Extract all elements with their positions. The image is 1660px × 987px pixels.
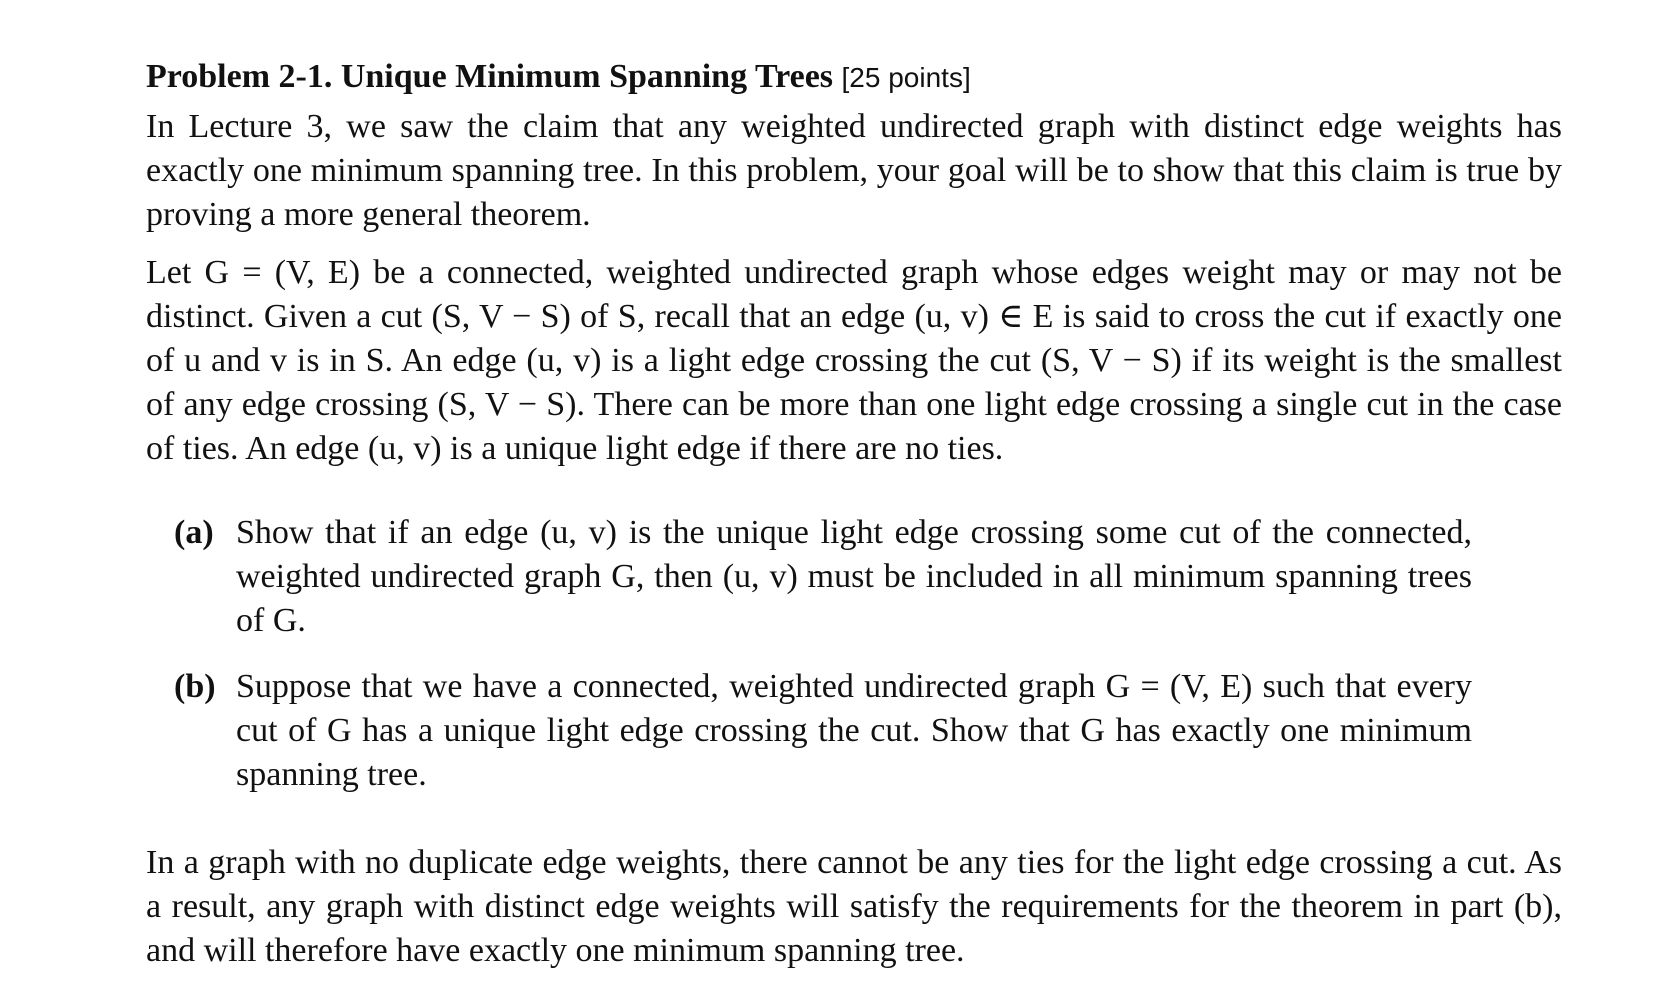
part-b [146,665,1562,797]
problem-points: [25 points] [841,62,971,93]
part-a [146,511,1562,643]
problem-title: Problem 2-1. Unique Minimum Spanning Trees [146,58,834,95]
part-b-label: (b) [174,668,216,705]
definitions-paragraph: Let G = (V, E) be a connected, weighted undirected graph whose edges weight may or may not be distinct. Given a cut (S, V − S) of S, recall that an edge (u, v) ∈ E is said to cross the cut if exactly one of u and v is in S. An edge (u, v) is a light edge crossing the cut (S, V − S) if its weight is the smallest of any edge crossing (S, V − S). There can be more than one light edge crossing a single cut in the case of ties. An edge (u, v) is a unique light edge if there are no ties. [146,254,1562,467]
problem-parts-list [146,511,1562,797]
problem-document [146,52,1562,987]
part-a-label: (a) [174,514,214,551]
conclusion-paragraph: In a graph with no duplicate edge weights, there cannot be any ties for the light edge crossing a cut. As a result, any graph with distinct edge weights will satisfy the requirements for the theorem in part (b), and will therefore have exactly one minimum spanning tree. [146,844,1562,969]
problem-heading [146,52,1562,103]
part-b-text: Suppose that we have a connected, weighted undirected graph G = (V, E) such that every cut of G has a unique light edge crossing the cut. Show that G has exactly one minimum spanning tree. [236,668,1472,793]
intro-paragraph: In Lecture 3, we saw the claim that any weighted undirected graph with distinct edge weights has exactly one minimum spanning tree. In this problem, your goal will be to show that this claim is true by proving a more general theorem. [146,108,1562,233]
part-a-text: Show that if an edge (u, v) is the unique light edge crossing some cut of the connected, weighted undirected graph G, then (u, v) must be included in all minimum spanning trees of G. [236,514,1472,639]
